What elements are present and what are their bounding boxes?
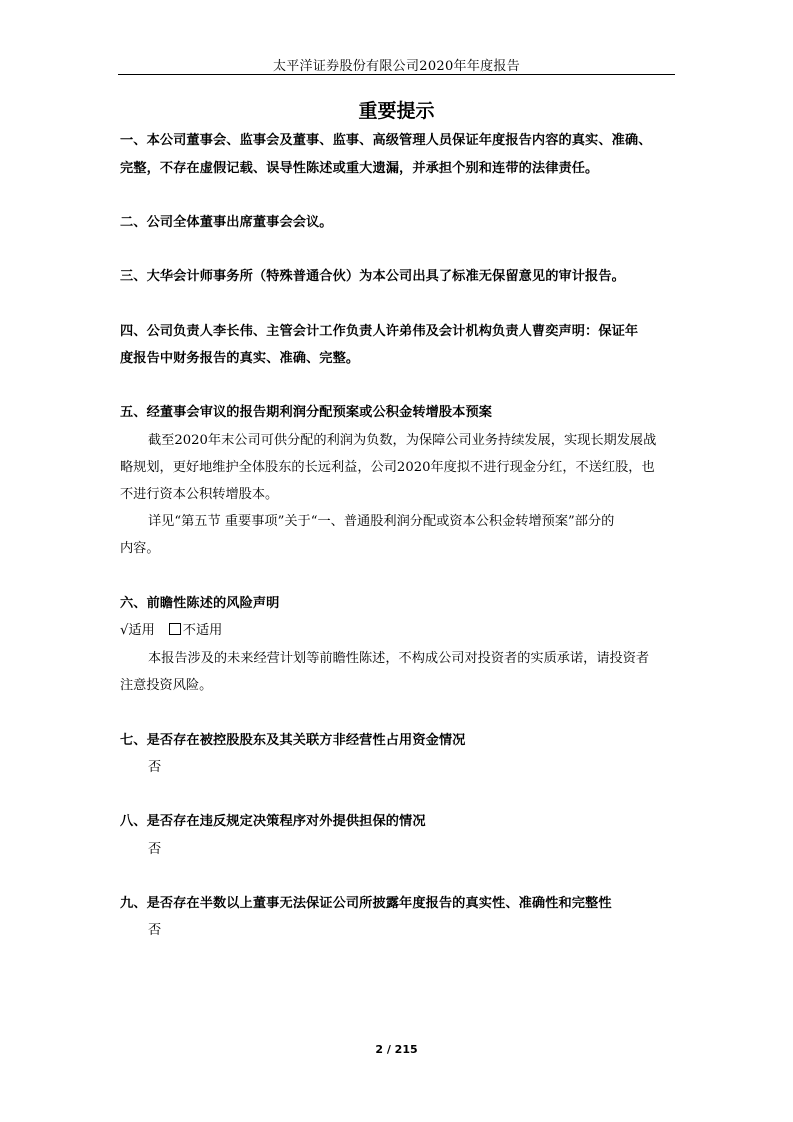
- section-7-answer: 否: [148, 760, 162, 775]
- section-9-heading: 九、是否存在半数以上董事无法保证公司所披露年度报告的真实性、准确性和完整性: [120, 896, 612, 911]
- section-5-paragraph-1-line-1: 截至2020年末公司可供分配的利润为负数，为保障公司业务持续发展，实现长期发展战: [148, 433, 657, 448]
- header-divider: [118, 74, 675, 75]
- section-4-line-1: 四、公司负责人李长伟、主管会计工作负责人许弟伟及会计机构负责人曹奕声明：保证年: [120, 324, 639, 339]
- section-6-paragraph-line-1: 本报告涉及的未来经营计划等前瞻性陈述，不构成公司对投资者的实质承诺，请投资者: [148, 651, 650, 666]
- section-6-paragraph-line-2: 注意投资风险。: [120, 678, 213, 693]
- page-title: 重要提示: [358, 100, 435, 122]
- not-applicable-label: 不适用: [182, 623, 223, 638]
- section-1-line-1: 一、本公司董事会、监事会及董事、监事、高级管理人员保证年度报告内容的真实、准确、: [120, 133, 652, 148]
- section-8-heading: 八、是否存在违反规定决策程序对外提供担保的情况: [120, 814, 426, 829]
- section-8-answer: 否: [148, 842, 162, 857]
- section-3-heading: 三、大华会计师事务所（特殊普通合伙）为本公司出具了标准无保留意见的审计报告。: [120, 269, 625, 284]
- section-2-heading: 二、公司全体董事出席董事会会议。: [120, 215, 333, 230]
- section-5-paragraph-1-line-2: 略规划，更好地维护全体股东的长远利益，公司2020年度拟不进行现金分红，不送红股，也: [120, 460, 655, 475]
- section-5-paragraph-1-line-3: 不进行资本公积转增股本。: [120, 487, 279, 502]
- section-9-answer: 否: [148, 923, 162, 938]
- unchecked-box-icon: [169, 623, 181, 635]
- section-5-paragraph-2-line-2: 内容。: [120, 541, 160, 556]
- section-4-line-2: 度报告中财务报告的真实、准确、完整。: [120, 351, 360, 366]
- applicability-row: [120, 617, 222, 644]
- running-header: 太平洋证券股份有限公司2020年年度报告: [272, 59, 521, 74]
- section-5-paragraph-2-line-1: 详见“第五节 重要事项”关于“一、普通股利润分配或资本公积金转增预案”部分的: [148, 514, 615, 529]
- section-5-heading: 五、经董事会审议的报告期利润分配预案或公积金转增股本预案: [120, 405, 493, 420]
- page-number: 2 / 215: [375, 1043, 418, 1056]
- section-1-line-2: 完整，不存在虚假记载、误导性陈述或重大遗漏，并承担个别和连带的法律责任。: [120, 161, 599, 176]
- section-7-heading: 七、是否存在被控股股东及其关联方非经营性占用资金情况: [120, 733, 466, 748]
- applicable-checked: √适用: [120, 623, 155, 638]
- section-6-heading: 六、前瞻性陈述的风险声明: [120, 596, 280, 611]
